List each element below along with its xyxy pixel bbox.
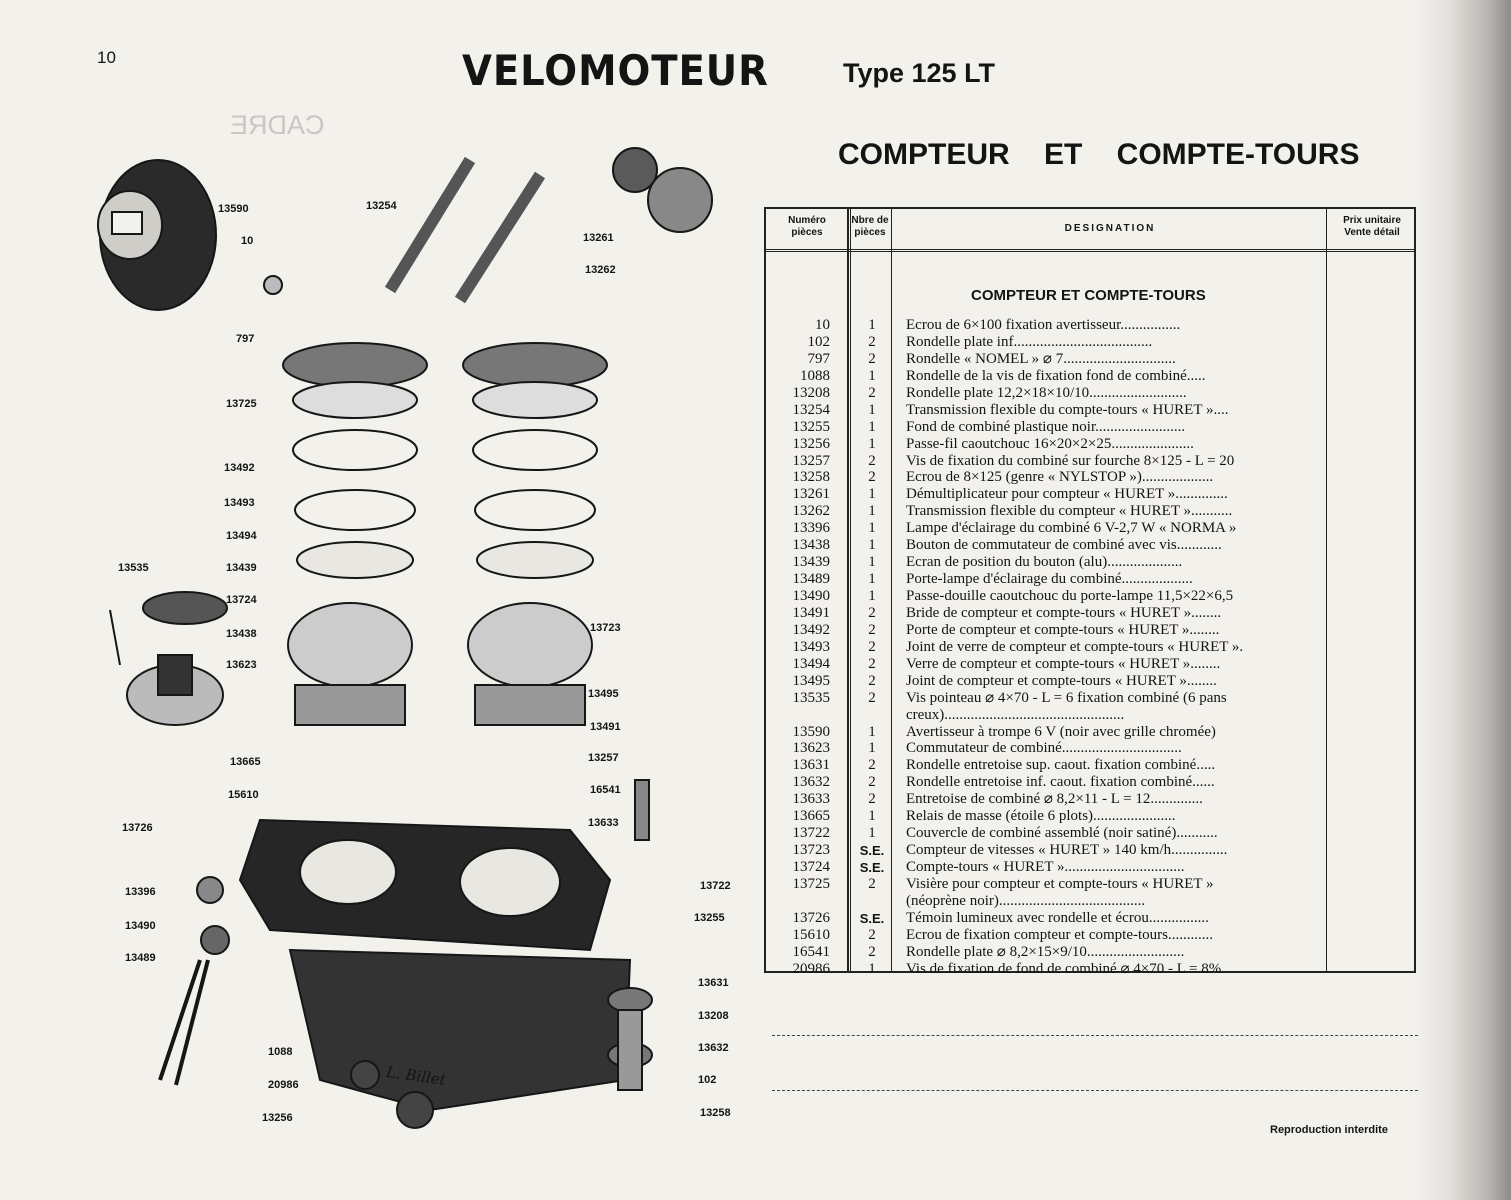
part-designation: Rondelle « NOMEL » ⌀ 7.............................. [906, 350, 1176, 367]
part-quantity: 2 [868, 689, 876, 706]
table-row [766, 774, 1414, 791]
callout-label: 13725 [226, 398, 257, 410]
part-number: 102 [807, 333, 830, 350]
part-designation: Ecran de position du bouton (alu).................... [906, 554, 1183, 571]
table-row [766, 791, 1414, 808]
part-designation: Transmission flexible du compte-tours « HURET ».... [906, 401, 1229, 418]
part-number: 797 [807, 350, 830, 367]
part-number: 13254 [792, 401, 830, 418]
visor-drawing [463, 343, 607, 387]
table-row [766, 842, 1414, 859]
part-number: 13590 [792, 723, 830, 740]
callout-label: 13258 [700, 1107, 731, 1119]
table-row [766, 503, 1414, 520]
parts-table [764, 207, 1416, 977]
table-row [766, 656, 1414, 673]
part-number: 13723 [792, 842, 830, 859]
callout-label: 13261 [583, 232, 614, 244]
section-title: COMPTEUR ET COMPTE-TOURS [838, 138, 1360, 171]
table-row [766, 622, 1414, 639]
table-row [766, 944, 1414, 961]
part-number: 13492 [792, 621, 830, 638]
part-quantity: 2 [868, 333, 876, 350]
callout-label: 13631 [698, 977, 729, 989]
tachometer-drawing [288, 603, 412, 687]
part-designation: Verre de compteur et compte-tours « HURET »........ [906, 655, 1221, 672]
table-row [766, 605, 1414, 622]
part-quantity: 1 [868, 418, 876, 435]
part-number: 13724 [792, 859, 830, 876]
table-row [766, 876, 1414, 910]
part-quantity: 1 [868, 808, 876, 825]
callout-label: 20986 [268, 1079, 299, 1091]
part-quantity: 1 [868, 723, 876, 740]
part-designation: Ecrou de 8×125 (genre « NYLSTOP »)................... [906, 469, 1214, 486]
part-designation: Rondelle entretoise sup. caout. fixation combiné..... [906, 757, 1216, 774]
table-row [766, 910, 1414, 927]
table-row [766, 859, 1414, 876]
part-quantity: 2 [868, 672, 876, 689]
callout-label: 1088 [268, 1046, 293, 1058]
part-number: 13490 [792, 588, 830, 604]
part-designation-continued: creux)................................................ [906, 706, 1125, 723]
part-quantity: 2 [868, 350, 876, 367]
part-quantity: 2 [868, 791, 876, 808]
callout-label: 13623 [226, 659, 257, 671]
part-number: 10 [815, 317, 830, 333]
part-designation: Joint de compteur et compte-tours « HURET »........ [906, 672, 1217, 689]
part-quantity: 2 [868, 943, 876, 960]
part-designation: Avertisseur à trompe 6 V (noir avec grille chromée) [906, 723, 1216, 740]
part-designation: Vis pointeau ⌀ 4×70 - L = 6 fixation combiné (6 pans [906, 689, 1227, 706]
part-quantity: S.E. [859, 910, 885, 926]
part-quantity: 1 [868, 554, 876, 571]
callout-label: 13535 [118, 562, 149, 574]
table-row [766, 453, 1414, 470]
part-number: 13631 [792, 757, 830, 774]
table-row [766, 385, 1414, 402]
part-number: 13256 [792, 435, 830, 452]
part-designation: Porte de compteur et compte-tours « HURET »........ [906, 621, 1220, 638]
dotted-rule [772, 1035, 1418, 1036]
part-designation: Porte-lampe d'éclairage du combiné................... [906, 571, 1193, 588]
part-quantity: 2 [868, 875, 876, 892]
table-row [766, 825, 1414, 842]
table-row [766, 740, 1414, 757]
table-row [766, 334, 1414, 351]
part-quantity: 1 [868, 537, 876, 554]
table-heading: COMPTEUR ET COMPTE-TOURS [971, 287, 1206, 304]
part-quantity: 1 [868, 435, 876, 452]
part-designation: Joint de verre de compteur et compte-tours « HURET ». [906, 638, 1244, 655]
callout-label: 102 [698, 1074, 717, 1086]
part-quantity: 2 [868, 621, 876, 638]
reducer-drawing [648, 168, 712, 232]
callout-label: 13492 [224, 462, 255, 474]
part-designation: Rondelle entretoise inf. caout. fixation combiné...... [906, 774, 1215, 791]
exploded-parts-diagram [90, 120, 770, 1160]
table-row [766, 673, 1414, 690]
callout-label: 13723 [590, 622, 621, 634]
part-number: 1088 [800, 367, 830, 384]
table-row [766, 419, 1414, 436]
part-quantity: 1 [868, 740, 876, 757]
table-row [766, 690, 1414, 724]
table-row [766, 469, 1414, 486]
callout-label: 16541 [590, 784, 621, 796]
part-designation: Vis de fixation de fond de combiné ⌀ 4×70 - L = 8% [906, 960, 1222, 977]
part-number: 13255 [792, 418, 830, 435]
callout-label: 13256 [262, 1112, 293, 1124]
part-designation: Fond de combiné plastique noir........................ [906, 418, 1186, 435]
part-designation: Rondelle plate ⌀ 8,2×15×9/10.......................... [906, 943, 1185, 960]
callout-label: 797 [236, 333, 255, 345]
callout-label: 13257 [588, 752, 619, 764]
table-row [766, 554, 1414, 571]
spacer-drawing [608, 988, 652, 1012]
table-row [766, 402, 1414, 419]
part-designation: Visière pour compteur et compte-tours « HURET » [906, 875, 1214, 892]
callout-label: 13255 [694, 912, 725, 924]
part-quantity: 2 [868, 469, 876, 486]
bleed-word: CADRE [230, 110, 325, 140]
part-designation: Couvercle de combiné assemblé (noir satiné)........... [906, 825, 1218, 842]
table-row [766, 351, 1414, 368]
part-designation: Bouton de commutateur de combiné avec vis............ [906, 537, 1222, 554]
part-number: 13439 [792, 554, 830, 571]
part-number: 13726 [792, 909, 830, 926]
callout-label: 13632 [698, 1042, 729, 1054]
part-designation: Témoin lumineux avec rondelle et écrou................ [906, 909, 1209, 926]
washer-drawing [264, 276, 282, 294]
model-type: Type 125 LT [843, 58, 996, 88]
callout-label: 13726 [122, 822, 153, 834]
part-number: 13396 [792, 520, 830, 537]
table-row [766, 317, 1414, 334]
part-designation: Lampe d'éclairage du combiné 6 V-2,7 W « NORMA » [906, 520, 1237, 537]
part-number: 16541 [792, 943, 830, 960]
table-row [766, 639, 1414, 656]
part-number: 13438 [792, 537, 830, 554]
part-number: 13623 [792, 740, 830, 757]
table-row [766, 927, 1414, 944]
part-designation: Transmission flexible du compteur « HURET »........... [906, 503, 1233, 520]
part-quantity: 1 [868, 588, 876, 604]
part-designation: Démultiplicateur pour compteur « HURET ».............. [906, 486, 1228, 503]
callout-label: 13208 [698, 1010, 729, 1022]
table-row [766, 588, 1414, 605]
speedometer-drawing [468, 603, 592, 687]
part-designation: Rondelle plate 12,2×18×10/10.......................... [906, 384, 1187, 401]
part-quantity: 1 [868, 503, 876, 520]
part-quantity: 1 [868, 317, 876, 333]
callout-label: 13493 [224, 497, 255, 509]
part-designation: Commutateur de combiné................................ [906, 740, 1182, 757]
part-number: 13491 [792, 604, 830, 621]
part-designation: Rondelle de la vis de fixation fond de combiné..... [906, 367, 1206, 384]
callout-label: 13491 [590, 721, 621, 733]
part-designation-continued: (néoprène noir)....................................... [906, 892, 1146, 909]
callout-label: 13490 [125, 920, 156, 932]
part-number: 13494 [792, 655, 830, 672]
artist-signature: L. Billet [385, 1062, 447, 1090]
part-number: 13262 [792, 503, 830, 520]
callout-label: 13724 [226, 594, 257, 606]
part-number: 13725 [792, 875, 830, 892]
part-quantity: 2 [868, 757, 876, 774]
part-designation: Entretoise de combiné ⌀ 8,2×11 - L = 12.............. [906, 791, 1203, 808]
part-number: 13633 [792, 791, 830, 808]
part-designation: Ecrou de 6×100 fixation avertisseur................ [906, 317, 1181, 333]
part-quantity: 1 [868, 401, 876, 418]
table-row [766, 368, 1414, 385]
part-quantity: 1 [868, 571, 876, 588]
part-quantity: 1 [868, 960, 876, 977]
callout-label: 13633 [588, 817, 619, 829]
callout-label: 13665 [230, 756, 261, 768]
footer-note: Reproduction interdite [1270, 1124, 1388, 1136]
part-quantity: 2 [868, 452, 876, 469]
table-row [766, 808, 1414, 825]
callout-label: 13495 [588, 688, 619, 700]
part-quantity: 1 [868, 486, 876, 503]
dotted-rule [772, 1090, 1418, 1091]
table-rows [766, 317, 1414, 978]
part-number: 13722 [792, 825, 830, 842]
table-row [766, 571, 1414, 588]
header-price: Prix unitaire Vente détail [1343, 215, 1401, 238]
callout-label: 13439 [226, 562, 257, 574]
part-number: 13495 [792, 672, 830, 689]
visor-drawing [283, 343, 427, 387]
part-quantity: 2 [868, 384, 876, 401]
table-row [766, 436, 1414, 453]
part-number: 13258 [792, 469, 830, 486]
header-count: Nbre de pièces [851, 215, 889, 238]
table-row [766, 724, 1414, 741]
part-quantity: 2 [868, 604, 876, 621]
header-separator [766, 249, 1414, 252]
page-title: VELOMOTEUR [462, 46, 769, 95]
part-number: 13489 [792, 571, 830, 588]
header-designation: DESIGNATION [1064, 223, 1156, 234]
part-number: 13208 [792, 384, 830, 401]
part-number: 13665 [792, 808, 830, 825]
callout-label: 13262 [585, 264, 616, 276]
header-number: Numéro pièces [788, 215, 826, 238]
part-number: 20986 [792, 960, 830, 977]
table-row [766, 486, 1414, 503]
part-quantity: S.E. [859, 843, 885, 859]
table-row [766, 537, 1414, 554]
callout-label: 15610 [228, 789, 259, 801]
page-binding-shadow [1416, 0, 1511, 1200]
part-designation: Vis de fixation du combiné sur fourche 8×125 - L = 20 [906, 452, 1235, 469]
part-designation: Compteur de vitesses « HURET » 140 km/h............... [906, 842, 1228, 859]
part-quantity: 2 [868, 638, 876, 655]
cable-drawing [390, 160, 470, 290]
table-row [766, 961, 1414, 978]
part-quantity: 1 [868, 520, 876, 537]
callout-label: 10 [241, 235, 254, 247]
part-quantity: S.E. [859, 860, 885, 876]
table-row [766, 757, 1414, 774]
part-quantity: 2 [868, 774, 876, 791]
part-quantity: 2 [868, 655, 876, 672]
page-number: 10 [97, 48, 116, 67]
callout-label: 13489 [125, 952, 156, 964]
part-quantity: 2 [868, 926, 876, 943]
callout-label: 13396 [125, 886, 156, 898]
callout-label: 13590 [218, 203, 249, 215]
part-number: 13257 [792, 452, 830, 469]
part-quantity: 1 [868, 825, 876, 842]
part-designation: Ecrou de fixation compteur et compte-tours............ [906, 926, 1213, 943]
callout-label: 13254 [366, 200, 397, 212]
part-number: 13632 [792, 774, 830, 791]
callout-label: 13494 [226, 530, 257, 542]
part-designation: Passe-fil caoutchouc 16×20×2×25...................... [906, 435, 1194, 452]
part-number: 13535 [792, 689, 830, 706]
part-designation: Bride de compteur et compte-tours « HURET »........ [906, 604, 1222, 621]
part-designation: Passe-douille caoutchouc du porte-lampe 11,5×22×6,5 [906, 588, 1234, 604]
part-designation: Compte-tours « HURET »................................ [906, 859, 1185, 876]
part-number: 15610 [792, 926, 830, 943]
part-number: 13493 [792, 638, 830, 655]
part-designation: Rondelle plate inf..................................... [906, 333, 1153, 350]
part-number: 13261 [792, 486, 830, 503]
table-row [766, 520, 1414, 537]
part-quantity: 1 [868, 367, 876, 384]
callout-label: 13438 [226, 628, 257, 640]
callout-label: 13722 [700, 880, 731, 892]
base-drawing [290, 950, 630, 1110]
cable-drawing [460, 175, 540, 300]
part-designation: Relais de masse (étoile 6 plots)...................... [906, 808, 1176, 825]
